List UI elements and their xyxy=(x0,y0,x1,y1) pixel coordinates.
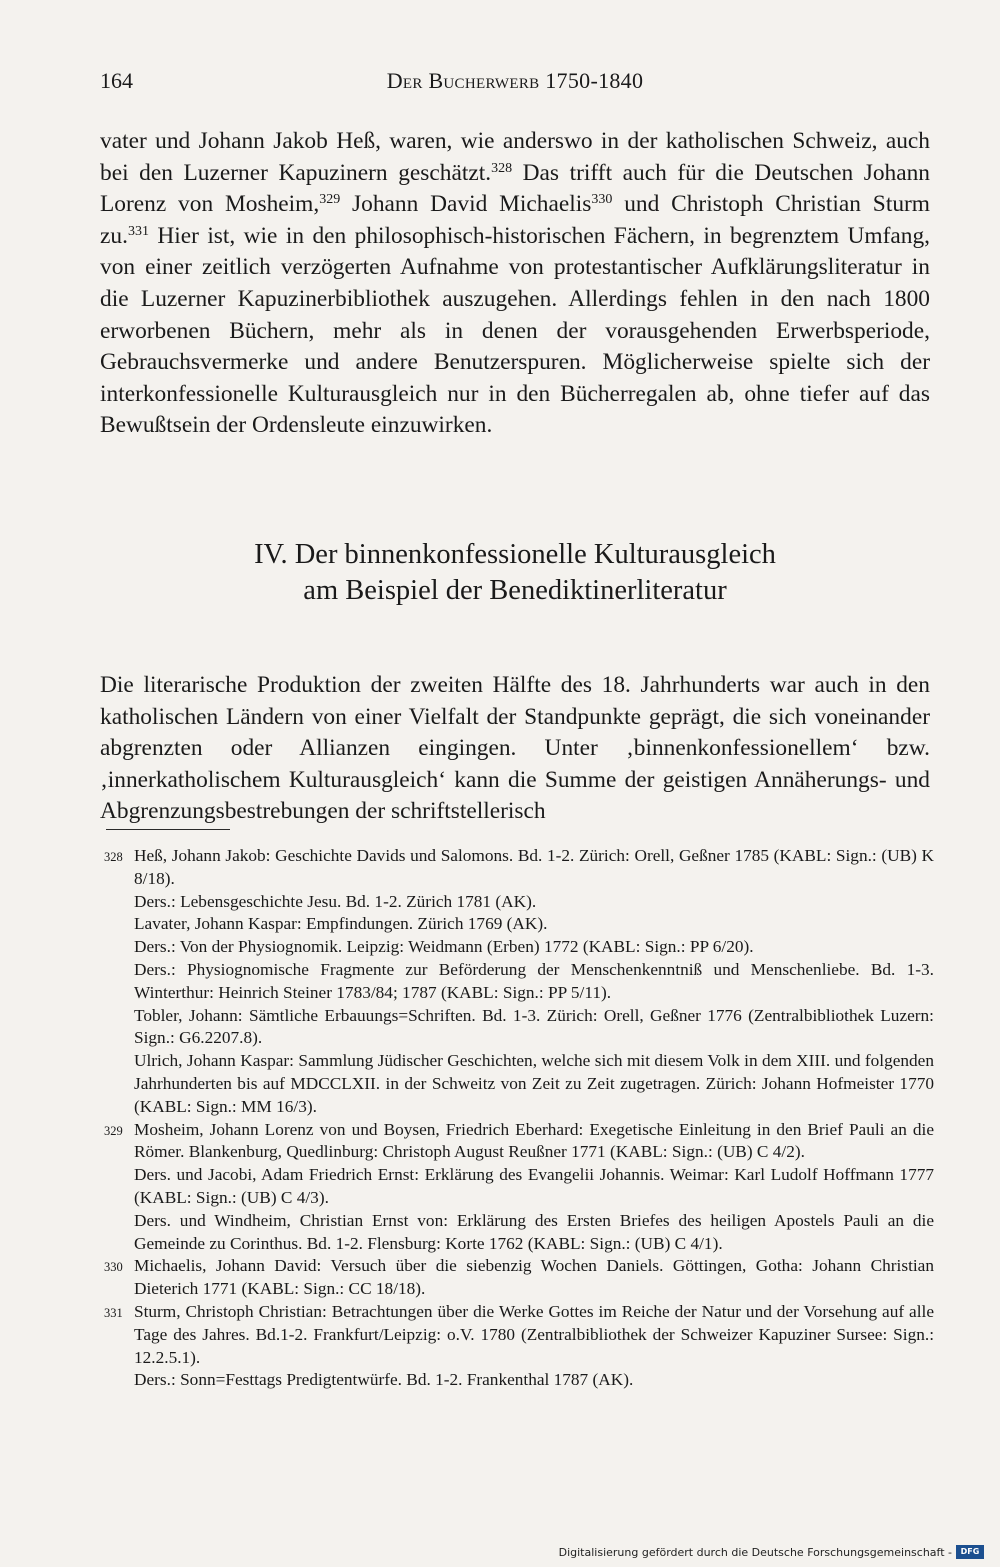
footnote-entry: Ders. und Jacobi, Adam Friedrich Ernst: Erklärung des Evangelii Johannis. Weimar: Karl Ludolf Hoffmann 1777 (KABL: Sign.: (UB) C 4/3). xyxy=(134,1165,934,1207)
section-heading-line1: IV. Der binnenkonfessionelle Kulturausgleich xyxy=(254,539,776,570)
footnote-entry: Ders.: Physiognomische Fragmente zur Beförderung der Menschenkenntniß und Menschenliebe. Bd. 1-3. Winterthur: Heinrich Steiner 1783/84; 1787 (KABL: Sign.: PP 5/11). xyxy=(134,959,934,1002)
intro-line: Hier ist, wie in den philosophisch-historischen Fächern, in begrenztem Umfang, von einer zeitlich verzögerten Aufnahme von protestantischer Aufklärungsliteratur in die Luzerner Kapuzinerbibliothek auszugehen. Allerdings fehlen in den nach 1800 erworbenen Büchern, mehr als in denen der vorausgehenden Erwerbsperiode, Gebrauchsvermerke und andere Benutzerspuren. Möglicherweise spielte sich der interkonfessionelle Kulturausgleich nur in den Bücherregalen ab, ohne tiefer auf das Bewußtsein der Ordensleute einzuwirken. xyxy=(100,222,930,439)
footnote-entry: Ders.: Lebensgeschichte Jesu. Bd. 1-2. Zürich 1781 (AK). xyxy=(134,891,537,911)
footnote-entry: Ders. und Windheim, Christian Ernst von: Erklärung des Ersten Briefes des heiligen Apostels Pauli an die Gemeinde zu Corinthus. Bd. 1-2. Flensburg: Korte 1762 (KABL: Sign.: (UB) C 4/1). xyxy=(134,1210,934,1253)
intro-paragraph-text xyxy=(100,126,930,442)
running-head: Der Bucherwerb 1750-1840 xyxy=(386,68,644,93)
footnote-ref-328[interactable]: 328 xyxy=(491,160,513,176)
intro-line: Johann David Michaelis xyxy=(340,191,592,218)
footnote-number: 329 xyxy=(104,1123,123,1138)
digitization-credit xyxy=(559,1545,984,1559)
section-heading-line2: am Beispiel der Benediktinerliteratur xyxy=(303,575,727,606)
footnote-entry: Mosheim, Johann Lorenz von und Boysen, Friedrich Eberhard: Exegetische Einleitung in den Brief Pauli an die Römer. Blankenburg, Quedlinburg: Christoph August Reußner 1771 (KABL: Sign.: (UB) C 4/2). xyxy=(134,1119,934,1162)
page-number: 164 xyxy=(100,68,133,93)
footnote-entry: Michaelis, Johann David: Versuch über die siebenzig Wochen Daniels. Göttingen, Gotha: Johann Christian Dieterich 1771 (KABL: Sign.: CC 18/18). xyxy=(134,1256,934,1299)
footnote-entry: Heß, Johann Jakob: Geschichte Davids und Salomons. Bd. 1-2. Zürich: Orell, Geßner 1785 (KABL: Sign.: (UB) K 8/18). xyxy=(134,846,934,888)
intro-line: und Christoph Christian Sturm zu. xyxy=(100,191,930,249)
footnote-entry: Lavater, Johann Kaspar: Empfindungen. Zürich 1769 (AK). xyxy=(134,914,548,934)
intro-paragraph xyxy=(100,126,930,442)
footnote-number: 328 xyxy=(104,850,123,864)
footnote-entry: Ders.: Von der Physiognomik. Leipzig: Weidmann (Erben) 1772 (KABL: Sign.: PP 6/20). xyxy=(134,937,754,957)
credit-text: Digitalisierung gefördert durch die Deutsche Forschungsgemeinschaft - xyxy=(558,1545,952,1559)
footnotes xyxy=(104,845,934,1392)
footnote-entry: Ulrich, Johann Kaspar: Sammlung Jüdischer Geschichten, welche sich mit diesem Volk in dem XIII. und folgenden Jahrhunderten bis auf MDCCLXII. in der Schweitz von Zeit zu Zeit zugetragen. Zürich: Johann Hofmeister 1770 (KABL: Sign.: MM 16/3). xyxy=(134,1051,934,1116)
footnote-ref-331[interactable]: 331 xyxy=(127,223,149,239)
footnote-329 xyxy=(104,1119,934,1256)
footnote-separator xyxy=(106,829,230,830)
dfg-logo-icon: DFG xyxy=(956,1545,984,1559)
footnote-ref-330[interactable]: 330 xyxy=(591,192,613,208)
footnote-entry: Ders.: Sonn=Festtags Predigtentwürfe. Bd. 1-2. Frankenthal 1787 (AK). xyxy=(134,1370,634,1390)
intro-line: vater und Johann Jakob Heß, waren, wie anderswo in der katholischen xyxy=(100,128,784,154)
page-header xyxy=(100,68,930,100)
footnote-331 xyxy=(104,1301,934,1392)
footnote-328 xyxy=(104,845,934,1119)
second-paragraph xyxy=(100,670,930,828)
section-heading xyxy=(100,537,930,609)
footnote-number: 330 xyxy=(104,1260,123,1275)
footnote-entry: Tobler, Johann: Sämtliche Erbauungs=Schriften. Bd. 1-3. Zürich: Orell, Geßner 1776 (Zentralbibliothek Luzern: Sign.: G6.2207.8). xyxy=(134,1005,934,1048)
intro-line: Schweiz, auch bei den Luzerner Kapuzinern geschätzt. xyxy=(100,128,930,186)
footnote-number: 331 xyxy=(104,1305,123,1320)
intro-line: Das trifft auch für xyxy=(512,159,705,186)
footnote-ref-329[interactable]: 329 xyxy=(319,192,341,208)
second-paragraph-text: Die literarische Produktion der zweiten Hälfte des 18. Jahrhunderts war auch in den katholischen Ländern von einer Vielfalt der Standpunkte geprägt, die sich voneinander abgrenzten oder Allianzen eingingen. Unter ‚binnenkonfessionellem‘ bzw. ‚innerkatholischem Kulturausgleich‘ kann die Summe der geistigen Annäherungs- und Abgrenzungsbestrebungen der schriftstellerisch xyxy=(100,672,930,825)
intro-line: die Deutschen Johann Lorenz von Mosheim, xyxy=(100,159,931,218)
footnote-330 xyxy=(104,1255,934,1301)
footnote-entry: Sturm, Christoph Christian: Betrachtungen über die Werke Gottes im Reiche der Natur und der Vorsehung auf alle Tage des Jahres. Bd.1-2. Frankfurt/Leipzig: o.V. 1780 (Zentralbibliothek der Schweizer Kapuziner Sursee: Sign.: 12.2.5.1). xyxy=(134,1301,934,1367)
